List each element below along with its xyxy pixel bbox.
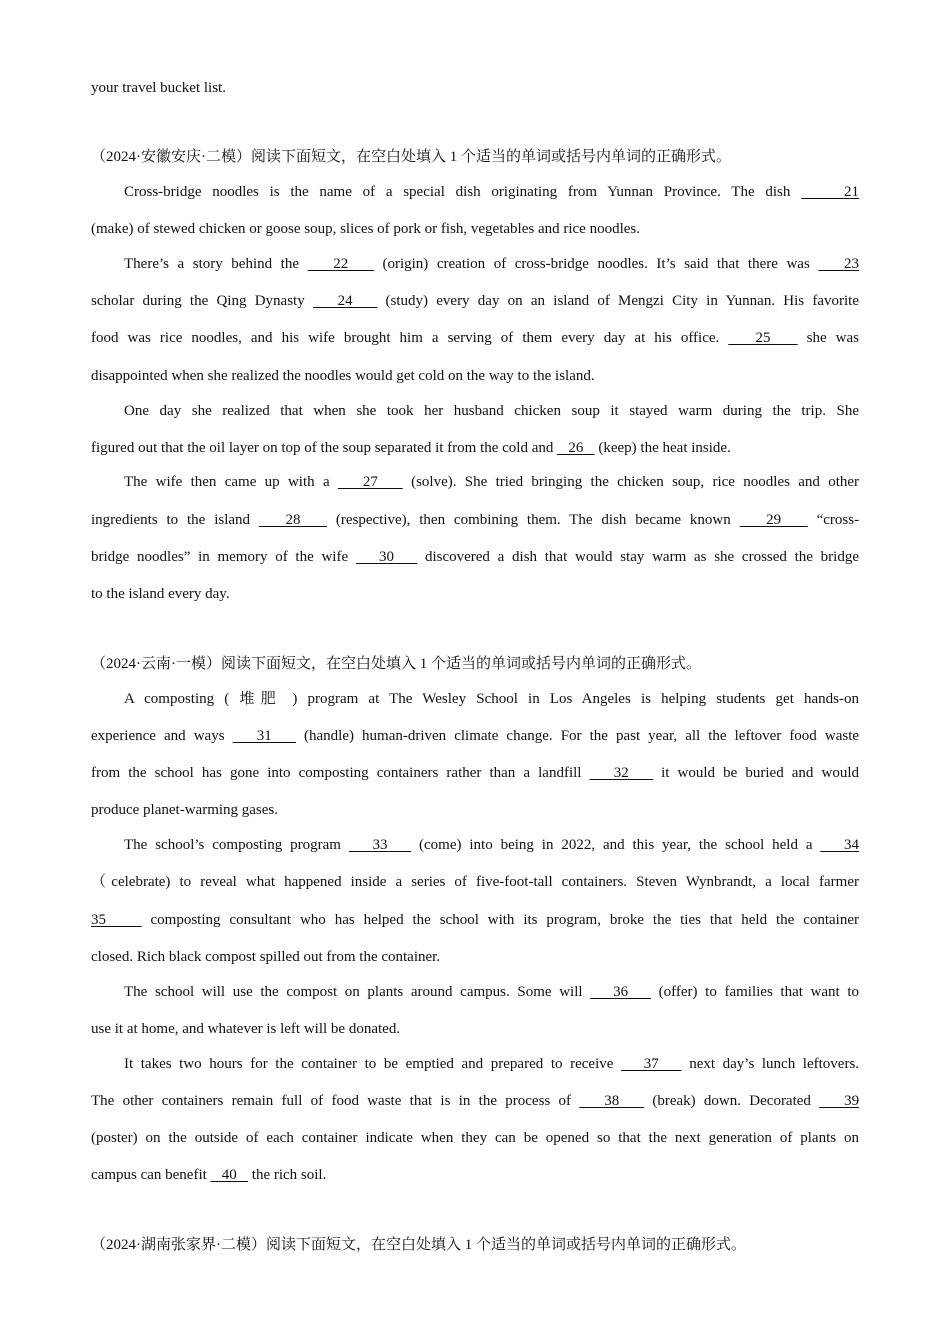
text: (come) into being in 2022, and this year, the school held a [419, 837, 813, 853]
blank-31[interactable]: 31 [232, 728, 296, 744]
blank-40[interactable]: 40 [210, 1167, 249, 1183]
paragraph-line [124, 982, 859, 1002]
text: from the school has gone into composting containers rather than a landfill [91, 765, 582, 781]
paragraph-line: One day she realized that when she took her husband chicken soup it stayed warm during the trip. She [124, 403, 859, 419]
paragraph-line [91, 763, 859, 783]
text: campus can benefit [91, 1167, 207, 1183]
text: Cross-bridge noodles is the name of a special dish originating from Yunnan Province. The dish [124, 184, 791, 200]
blank-30[interactable]: 30 [355, 549, 418, 565]
text: (break) down. Decorated [652, 1093, 811, 1109]
text: The other containers remain full of food waste that is in the process of [91, 1093, 572, 1109]
text: The school’s composting program [124, 837, 341, 853]
text: she was [806, 330, 860, 346]
text: the rich soil. [251, 1167, 327, 1183]
text: scholar during the Qing Dynasty [91, 293, 305, 309]
blank-24[interactable]: 24 [312, 293, 378, 309]
paragraph-line: produce planet-warming gases. [91, 802, 279, 818]
paragraph-line [124, 472, 859, 492]
blank-32[interactable]: 32 [589, 765, 654, 781]
text: (origin) creation of cross-bridge noodles. It’s said that there was [382, 256, 810, 272]
text: The school will use the compost on plants around campus. Some will [124, 984, 583, 1000]
paragraph-line: (make) of stewed chicken or goose soup, slices of pork or fish, vegetables and rice noodles. [91, 221, 641, 237]
paragraph-line [91, 1165, 859, 1185]
blank-25[interactable]: 25 [728, 330, 798, 346]
blank-21[interactable]: 21 [801, 184, 860, 200]
paragraph-line [91, 510, 859, 530]
blank-26[interactable]: 26 [557, 440, 595, 456]
text: experience and ways [91, 728, 225, 744]
blank-23[interactable]: 23 [818, 256, 860, 272]
text: ingredients to the island [91, 512, 251, 528]
text: it would be buried and would [661, 765, 860, 781]
paragraph-line [91, 547, 859, 567]
paragraph-line: closed. Rich black compost spilled out from the container. [91, 949, 441, 965]
blank-27[interactable]: 27 [337, 474, 403, 490]
section-header: （2024·安徽安庆·二模）阅读下面短文，在空白处填入 1 个适当的单词或括号内单词的正确形式。 [91, 149, 731, 165]
blank-37[interactable]: 37 [621, 1056, 682, 1072]
text: There’s a story behind the [124, 256, 300, 272]
paragraph-line: （celebrate) to reveal what happened inside a series of five-foot-tall containers. Steven Wynbrandt, a local farmer [91, 874, 859, 890]
paragraph-line [124, 182, 859, 202]
blank-29[interactable]: 29 [739, 512, 808, 528]
paragraph-line [91, 291, 859, 311]
section-header: （2024·云南·一模）阅读下面短文，在空白处填入 1 个适当的单词或括号内单词的正确形式。 [91, 656, 701, 672]
text: It takes two hours for the container to be emptied and prepared to receive [124, 1056, 614, 1072]
paragraph-line: use it at home, and whatever is left will be donated. [91, 1021, 401, 1037]
paragraph-line: disappointed when she realized the noodles would get cold on the way to the island. [91, 368, 595, 384]
paragraph-line: to the island every day. [91, 586, 230, 602]
paragraph-line [91, 910, 859, 930]
text: (study) every day on an island of Mengzi City in Yunnan. His favorite [385, 293, 860, 309]
text: figured out that the oil layer on top of the soup separated it from the cold and [91, 440, 554, 456]
intro-tail: your travel bucket list. [91, 80, 226, 96]
paragraph-line [124, 1054, 859, 1074]
text: (offer) to families that want to [658, 984, 860, 1000]
blank-36[interactable]: 36 [590, 984, 652, 1000]
paragraph-line [124, 254, 859, 274]
text: “cross- [816, 512, 860, 528]
blank-33[interactable]: 33 [348, 837, 412, 853]
paragraph-line: (poster) on the outside of each container indicate when they can be opened so that the next generation of plants on [91, 1130, 859, 1146]
text: composting consultant who has helped the school with its program, broke the ties that held the container [150, 912, 860, 928]
paragraph-line [91, 438, 859, 458]
paragraph-line [91, 328, 859, 348]
text: The wife then came up with a [124, 474, 330, 490]
text: food was rice noodles, and his wife brought him a serving of them every day at his office. [91, 330, 720, 346]
text: (keep) the heat inside. [598, 440, 731, 456]
text: (respective), then combining them. The dish became known [335, 512, 731, 528]
blank-28[interactable]: 28 [258, 512, 327, 528]
blank-39[interactable]: 39 [819, 1093, 860, 1109]
text: (solve). She tried bringing the chicken soup, rice noodles and other [411, 474, 860, 490]
blank-22[interactable]: 22 [307, 256, 374, 272]
paragraph-line [91, 1091, 859, 1111]
paragraph-line [124, 835, 859, 855]
blank-35[interactable]: 35 [91, 912, 142, 928]
paragraph-line: A composting ( 堆肥 ) program at The Wesley School in Los Angeles is helping students get hands-on [124, 691, 859, 707]
paragraph-line [91, 726, 859, 746]
text: next day’s lunch leftovers. [689, 1056, 860, 1072]
text: discovered a dish that would stay warm as she crossed the bridge [424, 549, 860, 565]
section-header: （2024·湖南张家界·二模）阅读下面短文，在空白处填入 1 个适当的单词或括号内单词的正确形式。 [91, 1237, 746, 1253]
text: (handle) human-driven climate change. For the past year, all the leftover food waste [304, 728, 860, 744]
blank-38[interactable]: 38 [579, 1093, 645, 1109]
blank-34[interactable]: 34 [820, 837, 860, 853]
text: bridge noodles” in memory of the wife [91, 549, 349, 565]
